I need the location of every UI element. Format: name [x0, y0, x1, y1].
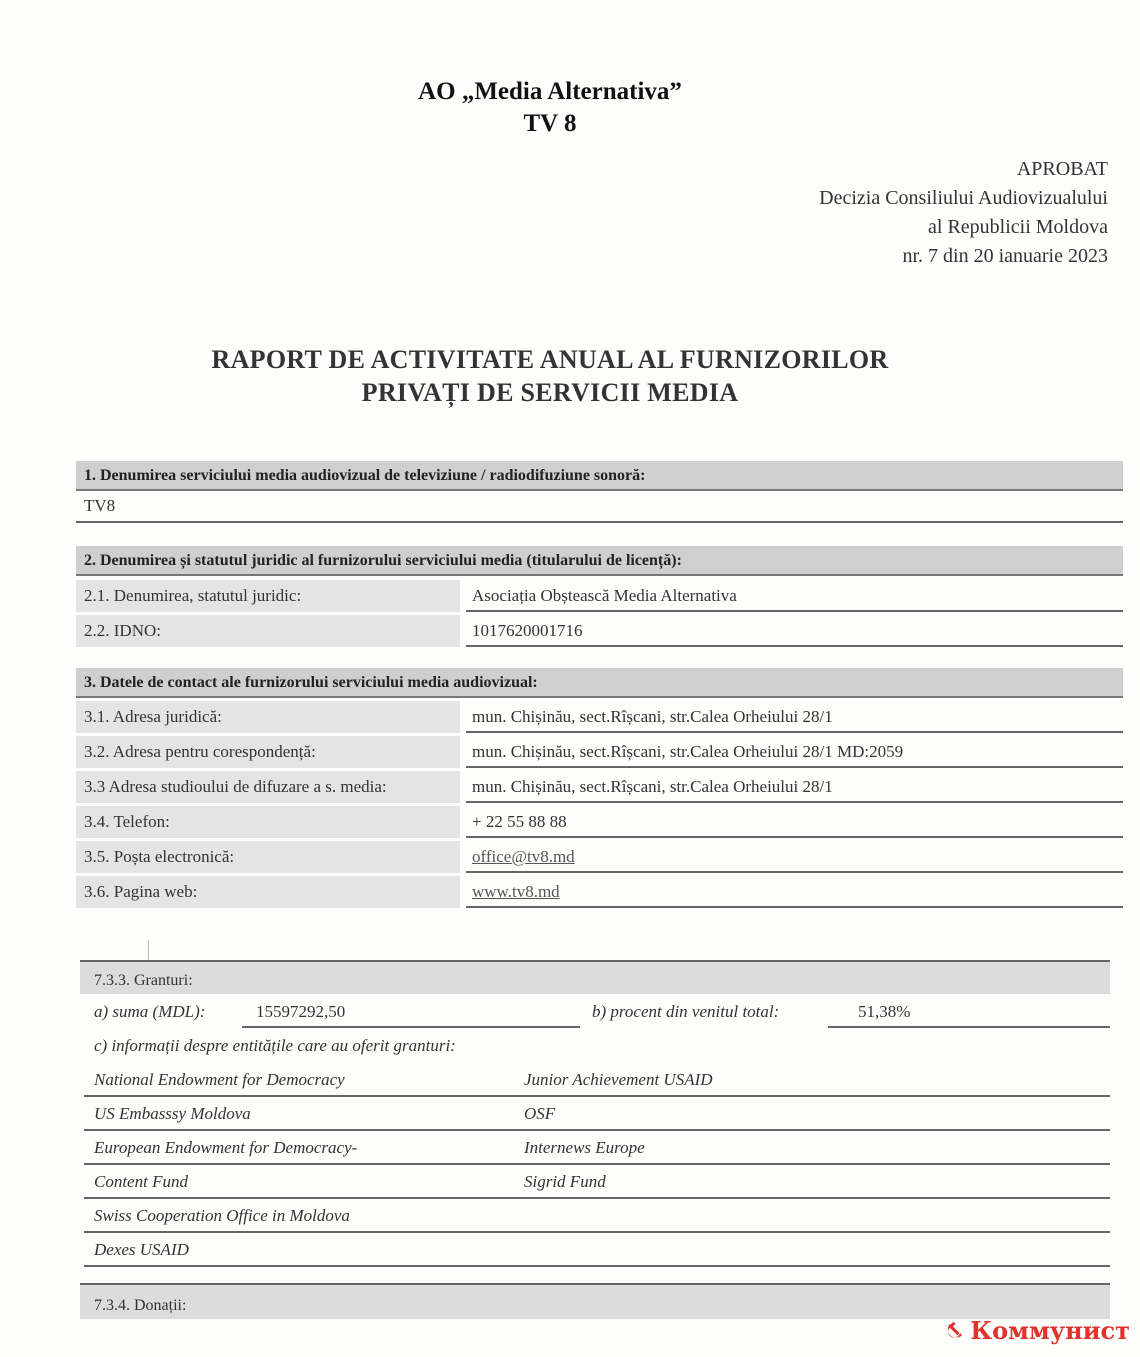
row-label-3-2: 3.2. Adresa pentru corespondență:: [76, 736, 460, 768]
section1-heading: 1. Denumirea serviciului media audiovizual de televiziune / radiodifuziune sonoră:: [76, 461, 1123, 491]
grant-row-divider: [84, 1163, 1110, 1165]
row-label-3-5: 3.5. Poșta electronică:: [76, 841, 460, 873]
grant-info-label: c) informații despre entitățile care au oferit granturi:: [94, 1036, 456, 1055]
watermark-text: Коммунист: [970, 1316, 1130, 1345]
grant-sum-underline: [242, 1026, 580, 1028]
grant-row-divider: [84, 1095, 1110, 1097]
grant-percent-underline: [828, 1026, 1110, 1028]
section2-heading: 2. Denumirea și statutul juridic al furnizorului serviciului media (titularului de licență):: [76, 546, 1123, 576]
grant-entity: OSF: [524, 1104, 556, 1123]
row-value-email: [466, 841, 1123, 873]
row-label-2-2: 2.2. IDNO:: [76, 615, 460, 647]
row-label-3-1: 3.1. Adresa juridică:: [76, 701, 460, 733]
grant-entity: Sigrid Fund: [524, 1172, 606, 1191]
approval-number-date: nr. 7 din 20 ianuarie 2023: [902, 245, 1108, 267]
website-link[interactable]: www.tv8.md: [472, 882, 560, 901]
section1-divider: [76, 521, 1123, 523]
row-label-3-4: 3.4. Telefon:: [76, 806, 460, 838]
grant-sum-label: a) suma (MDL):: [94, 1002, 206, 1021]
grant-row-divider: [84, 1231, 1110, 1233]
grant-entity: Swiss Cooperation Office in Moldova: [94, 1206, 350, 1225]
grant-entity: Junior Achievement USAID: [524, 1070, 713, 1089]
org-short-name: TV 8: [523, 110, 577, 137]
org-name: AO „Media Alternativa”: [418, 78, 682, 105]
grant-entity: US Embasssy Moldova: [94, 1104, 251, 1123]
report-title-line1: RAPORT DE ACTIVITATE ANUAL AL FURNIZORILOR: [211, 345, 889, 374]
row-value-website: [466, 876, 1123, 908]
row-value-mail-address: mun. Chișinău, sect.Rîșcani, str.Calea Orheiului 28/1 MD:2059: [466, 736, 1123, 768]
watermark: [946, 1316, 1130, 1345]
hammer-sickle-icon: [946, 1321, 966, 1341]
grant-percent-value: 51,38%: [858, 1002, 911, 1021]
grant-entity: Internews Europe: [524, 1138, 645, 1157]
approval-title: APROBAT: [1016, 158, 1108, 180]
row-value-studio-address: mun. Chișinău, sect.Rîșcani, str.Calea Orheiului 28/1: [466, 771, 1123, 803]
grant-sum-value: 15597292,50: [256, 1002, 346, 1021]
service-name-value: TV8: [84, 496, 116, 515]
grant-entity: Content Fund: [94, 1172, 188, 1191]
row-label-2-1: 2.1. Denumirea, statutul juridic:: [76, 580, 460, 612]
grant-row-divider: [84, 1197, 1110, 1199]
grant-entity: Dexes USAID: [94, 1240, 189, 1259]
row-label-3-6: 3.6. Pagina web:: [76, 876, 460, 908]
grant-percent-label: b) procent din venitul total:: [592, 1002, 780, 1021]
row-value-phone: + 22 55 88 88: [466, 806, 1123, 838]
row-label-3-3: 3.3 Adresa studioului de difuzare a s. media:: [76, 771, 460, 803]
grant-entity: National Endowment for Democracy: [94, 1070, 345, 1089]
row-value-idno: 1017620001716: [466, 615, 1123, 647]
approval-decision: Decizia Consiliului Audiovizualului: [819, 187, 1108, 209]
donations-heading: 7.3.4. Donații:: [80, 1283, 1110, 1319]
approval-country: al Republicii Moldova: [928, 216, 1108, 238]
grants-heading: 7.3.3. Granturi:: [80, 960, 1110, 994]
row-value-legal-address: mun. Chișinău, sect.Rîșcani, str.Calea Orheiului 28/1: [466, 701, 1123, 733]
row-value-legal-name: Asociația Obștească Media Alternativa: [466, 580, 1123, 612]
email-link[interactable]: office@tv8.md: [472, 847, 575, 866]
grant-row-divider: [84, 1265, 1110, 1267]
approval-block: [819, 155, 1108, 271]
report-title-line2: PRIVAȚI DE SERVICII MEDIA: [361, 378, 739, 407]
section3-heading: 3. Datele de contact ale furnizorului serviciului media audiovizual:: [76, 668, 1123, 698]
grant-entity: European Endowment for Democracy-: [94, 1138, 358, 1157]
grant-row-divider: [84, 1129, 1110, 1131]
